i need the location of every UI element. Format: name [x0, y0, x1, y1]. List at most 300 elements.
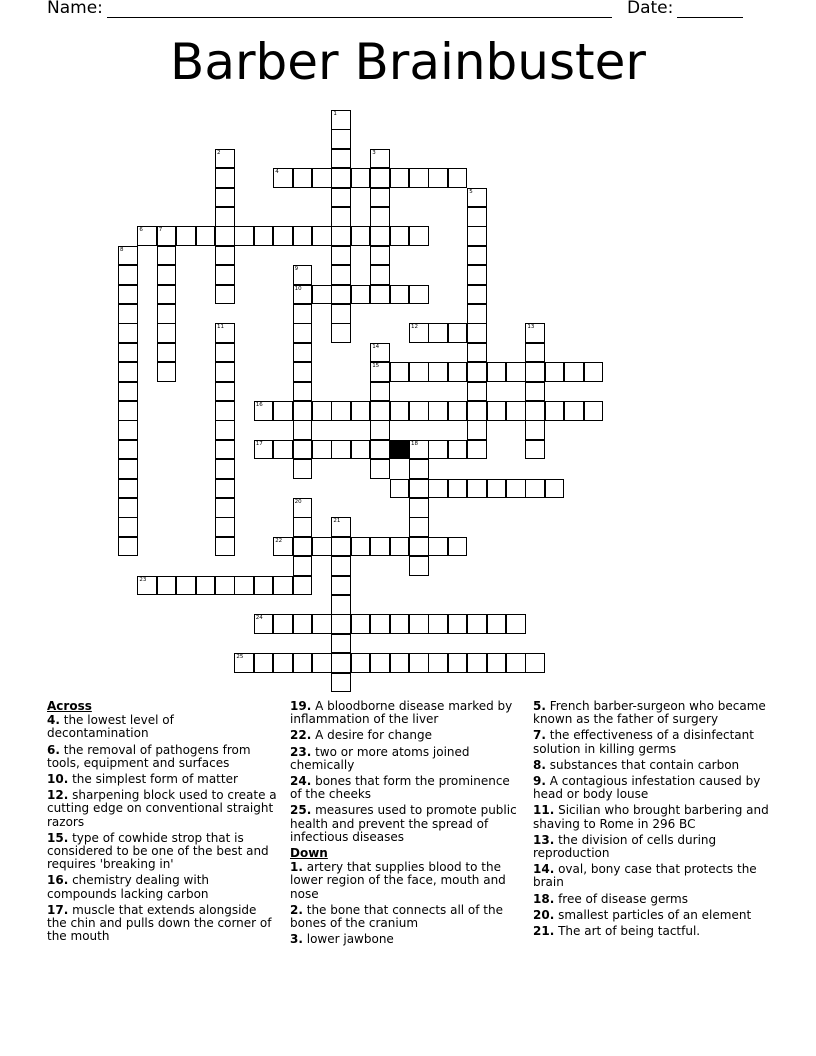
- grid-cell[interactable]: [273, 401, 293, 421]
- grid-cell[interactable]: [215, 265, 235, 285]
- clue-text: artery that supplies blood to the lower region of the face, mouth and nose: [290, 860, 506, 901]
- clue-text: chemistry dealing with compounds lacking carbon: [47, 873, 210, 901]
- grid-cell[interactable]: [331, 110, 351, 130]
- grid-cell[interactable]: [467, 207, 487, 227]
- grid-cell[interactable]: [215, 382, 235, 402]
- grid-cell[interactable]: [254, 614, 274, 634]
- clue-item: [533, 925, 773, 938]
- grid-cell[interactable]: [525, 382, 545, 402]
- grid-cell[interactable]: [351, 653, 371, 673]
- down-clue-list: [290, 861, 522, 946]
- clue-text: bones that form the prominence of the cheeks: [290, 774, 510, 802]
- grid-cell[interactable]: [370, 440, 390, 460]
- clue-item: [290, 746, 522, 772]
- clue-item: [533, 759, 773, 772]
- clue-text: A desire for change: [311, 728, 433, 743]
- grid-cell[interactable]: [293, 343, 313, 363]
- clue-item: [290, 933, 522, 946]
- grid-cell[interactable]: [525, 362, 545, 382]
- grid-cell[interactable]: [506, 614, 526, 634]
- grid-cell[interactable]: [137, 576, 157, 596]
- grid-cell[interactable]: [370, 401, 390, 421]
- grid-cell[interactable]: [409, 401, 429, 421]
- grid-cell[interactable]: [370, 420, 390, 440]
- clue-number: 13.: [533, 832, 555, 847]
- grid-cell[interactable]: [487, 614, 507, 634]
- grid-cell[interactable]: [312, 440, 332, 460]
- grid-cell[interactable]: [176, 226, 196, 246]
- grid-cell[interactable]: [215, 440, 235, 460]
- grid-cell[interactable]: [370, 382, 390, 402]
- grid-cell[interactable]: [351, 537, 371, 557]
- grid-cell[interactable]: [331, 129, 351, 149]
- grid-cell[interactable]: [157, 226, 177, 246]
- grid-cell[interactable]: [331, 285, 351, 305]
- clue-text: smallest particles of an element: [554, 907, 752, 922]
- grid-cell[interactable]: [390, 614, 410, 634]
- clue-item: [533, 863, 773, 889]
- grid-cell[interactable]: [331, 246, 351, 266]
- clue-number: 23.: [290, 744, 312, 759]
- grid-cell[interactable]: [525, 479, 545, 499]
- grid-cell[interactable]: [312, 653, 332, 673]
- clue-number: 2: [217, 149, 221, 156]
- across-heading: Across: [47, 699, 92, 713]
- grid-cell[interactable]: [370, 362, 390, 382]
- grid-cell[interactable]: [118, 537, 138, 557]
- grid-cell[interactable]: [331, 576, 351, 596]
- grid-cell[interactable]: [428, 323, 448, 343]
- grid-cell[interactable]: [390, 653, 410, 673]
- grid-cell[interactable]: [448, 479, 468, 499]
- clue-text: type of cowhide strop that is considered to be one of the best and requires 'breaking in': [47, 830, 269, 872]
- grid-cell[interactable]: [293, 304, 313, 324]
- clue-text: two or more atoms joined chemically: [290, 744, 470, 772]
- clue-number: 25.: [290, 803, 312, 818]
- grid-cell[interactable]: [370, 246, 390, 266]
- grid-cell[interactable]: [157, 362, 177, 382]
- clue-item: [533, 893, 773, 906]
- grid-cell[interactable]: [293, 440, 313, 460]
- grid-cell[interactable]: [467, 265, 487, 285]
- grid-cell[interactable]: [428, 401, 448, 421]
- grid-cell[interactable]: [409, 226, 429, 246]
- clue-number: 6.: [47, 742, 60, 757]
- grid-cell[interactable]: [390, 362, 410, 382]
- grid-cell[interactable]: [351, 226, 371, 246]
- grid-cell[interactable]: [525, 440, 545, 460]
- grid-cell[interactable]: [312, 614, 332, 634]
- grid-cell[interactable]: [215, 343, 235, 363]
- grid-cell[interactable]: [487, 653, 507, 673]
- grid-cell[interactable]: [215, 207, 235, 227]
- grid-cell[interactable]: [273, 440, 293, 460]
- grid-cell[interactable]: [409, 537, 429, 557]
- grid-cell[interactable]: [215, 362, 235, 382]
- grid-cell[interactable]: [448, 440, 468, 460]
- grid-cell[interactable]: [118, 323, 138, 343]
- grid-cell[interactable]: [254, 401, 274, 421]
- grid-cell[interactable]: [467, 614, 487, 634]
- grid-cell[interactable]: [467, 343, 487, 363]
- grid-cell[interactable]: [293, 420, 313, 440]
- grid-cell[interactable]: [467, 362, 487, 382]
- grid-cell[interactable]: [293, 362, 313, 382]
- grid-cell[interactable]: [196, 226, 216, 246]
- grid-cell[interactable]: [448, 323, 468, 343]
- grid-cell[interactable]: [428, 479, 448, 499]
- grid-cell[interactable]: [487, 362, 507, 382]
- clue-text: The art of being tactful.: [554, 924, 701, 939]
- grid-cell[interactable]: [525, 343, 545, 363]
- grid-cell[interactable]: [370, 343, 390, 363]
- grid-cell[interactable]: [428, 614, 448, 634]
- clue-number: 10.: [47, 772, 69, 787]
- grid-cell[interactable]: [118, 420, 138, 440]
- clue-number: 12: [411, 324, 418, 331]
- grid-cell[interactable]: [409, 362, 429, 382]
- grid-cell[interactable]: [390, 401, 410, 421]
- grid-cell[interactable]: [390, 168, 410, 188]
- grid-cell[interactable]: [331, 265, 351, 285]
- clue-number: 8.: [533, 757, 546, 772]
- grid-cell[interactable]: [157, 576, 177, 596]
- grid-cell[interactable]: [293, 226, 313, 246]
- grid-cell[interactable]: [293, 537, 313, 557]
- grid-cell[interactable]: [525, 401, 545, 421]
- grid-cell[interactable]: [215, 226, 235, 246]
- grid-cell[interactable]: [157, 304, 177, 324]
- grid-cell[interactable]: [331, 653, 351, 673]
- grid-cell[interactable]: [215, 576, 235, 596]
- clue-number: 8: [120, 246, 124, 253]
- grid-cell[interactable]: [428, 653, 448, 673]
- grid-cell[interactable]: [254, 226, 274, 246]
- clue-text: French barber-surgeon who became known as the father of surgery: [533, 699, 766, 727]
- grid-cell[interactable]: [273, 168, 293, 188]
- grid-cell[interactable]: [157, 323, 177, 343]
- grid-cell[interactable]: [273, 614, 293, 634]
- clue-number: 18.: [533, 891, 555, 906]
- grid-cell[interactable]: [390, 479, 410, 499]
- grid-cell[interactable]: [448, 401, 468, 421]
- grid-cell[interactable]: [118, 401, 138, 421]
- grid-cell[interactable]: [331, 595, 351, 615]
- grid-cell[interactable]: [467, 479, 487, 499]
- grid-cell[interactable]: [370, 285, 390, 305]
- grid-cell[interactable]: [487, 401, 507, 421]
- grid-cell[interactable]: [215, 188, 235, 208]
- grid-cell[interactable]: [467, 382, 487, 402]
- clue-item: [533, 804, 773, 830]
- grid-cell[interactable]: [293, 323, 313, 343]
- grid-cell[interactable]: [254, 653, 274, 673]
- clue-number: 13: [527, 324, 535, 331]
- grid-cell[interactable]: [370, 265, 390, 285]
- grid-cell[interactable]: [370, 168, 390, 188]
- grid-cell[interactable]: [293, 653, 313, 673]
- grid-cell[interactable]: [137, 226, 157, 246]
- grid-cell[interactable]: [370, 537, 390, 557]
- clue-text: lower jawbone: [302, 932, 394, 947]
- grid-cell[interactable]: [370, 207, 390, 227]
- grid-cell[interactable]: [118, 479, 138, 499]
- grid-cell[interactable]: [545, 362, 565, 382]
- clue-text: the simplest form of matter: [68, 772, 238, 787]
- grid-cell[interactable]: [390, 285, 410, 305]
- clues-column-3: [533, 700, 773, 941]
- clue-number: 3: [372, 149, 376, 156]
- grid-cell[interactable]: [234, 576, 254, 596]
- grid-cell[interactable]: [293, 576, 313, 596]
- grid-cell[interactable]: [118, 246, 138, 266]
- clues-column-2: [290, 700, 522, 949]
- grid-cell[interactable]: [273, 576, 293, 596]
- grid-cell[interactable]: [467, 188, 487, 208]
- grid-cell[interactable]: [196, 576, 216, 596]
- clue-number: 21.: [533, 924, 555, 939]
- clue-number: 1.: [290, 860, 303, 875]
- grid-cell[interactable]: [467, 226, 487, 246]
- grid-cell[interactable]: [506, 653, 526, 673]
- clue-item: [47, 904, 279, 944]
- grid-cell[interactable]: [564, 401, 584, 421]
- grid-cell[interactable]: [525, 323, 545, 343]
- grid-cell[interactable]: [215, 537, 235, 557]
- down-heading: Down: [290, 846, 328, 861]
- grid-cell[interactable]: [409, 285, 429, 305]
- grid-cell[interactable]: [564, 362, 584, 382]
- grid-cell[interactable]: [351, 168, 371, 188]
- grid-cell[interactable]: [506, 362, 526, 382]
- grid-cell[interactable]: [467, 440, 487, 460]
- date-label: Date:: [627, 0, 674, 18]
- grid-cell[interactable]: [351, 401, 371, 421]
- grid-cell[interactable]: [390, 537, 410, 557]
- grid-cell[interactable]: [118, 517, 138, 537]
- grid-cell[interactable]: [176, 576, 196, 596]
- across-clue-list-continued: [290, 700, 522, 844]
- grid-cell[interactable]: [409, 323, 429, 343]
- grid-cell[interactable]: [428, 440, 448, 460]
- grid-cell[interactable]: [273, 653, 293, 673]
- grid-cell[interactable]: [273, 537, 293, 557]
- clue-item: [47, 874, 279, 900]
- grid-cell[interactable]: [467, 285, 487, 305]
- clue-number: 22.: [290, 728, 312, 743]
- clue-number: 24: [255, 615, 263, 622]
- grid-cell[interactable]: [254, 440, 274, 460]
- grid-cell[interactable]: [293, 285, 313, 305]
- grid-cell[interactable]: [525, 653, 545, 673]
- clue-item: [533, 775, 773, 801]
- grid-cell[interactable]: [370, 188, 390, 208]
- grid-cell[interactable]: [409, 653, 429, 673]
- grid-cell[interactable]: [331, 149, 351, 169]
- grid-cell[interactable]: [467, 653, 487, 673]
- grid-cell[interactable]: [448, 362, 468, 382]
- grid-cell[interactable]: [331, 207, 351, 227]
- grid-cell[interactable]: [254, 576, 274, 596]
- grid-cell[interactable]: [545, 401, 565, 421]
- grid-cell[interactable]: [215, 401, 235, 421]
- grid-cell[interactable]: [331, 168, 351, 188]
- clue-item: [47, 744, 279, 770]
- grid-cell[interactable]: [584, 362, 604, 382]
- grid-cell[interactable]: [312, 537, 332, 557]
- grid-cell[interactable]: [409, 614, 429, 634]
- grid-cell[interactable]: [331, 226, 351, 246]
- grid-cell[interactable]: [506, 401, 526, 421]
- grid-cell[interactable]: [118, 440, 138, 460]
- clue-text: free of disease germs: [554, 891, 688, 906]
- grid-cell[interactable]: [370, 149, 390, 169]
- grid-cell[interactable]: [428, 537, 448, 557]
- grid-cell[interactable]: [409, 556, 429, 576]
- grid-cell[interactable]: [293, 265, 313, 285]
- grid-cell[interactable]: [215, 285, 235, 305]
- clue-text: muscle that extends alongside the chin and pulls down the corner of the mouth: [47, 902, 272, 944]
- grid-cell[interactable]: [118, 382, 138, 402]
- grid-cell[interactable]: [157, 285, 177, 305]
- grid-cell[interactable]: [118, 498, 138, 518]
- grid-cell[interactable]: [506, 479, 526, 499]
- grid-cell[interactable]: [331, 634, 351, 654]
- grid-cell[interactable]: [234, 226, 254, 246]
- grid-cell[interactable]: [331, 556, 351, 576]
- grid-cell[interactable]: [351, 614, 371, 634]
- grid-cell[interactable]: [448, 168, 468, 188]
- grid-cell[interactable]: [118, 265, 138, 285]
- grid-cell[interactable]: [409, 498, 429, 518]
- clue-number: 15.: [47, 830, 69, 845]
- grid-cell[interactable]: [293, 556, 313, 576]
- grid-cell[interactable]: [118, 304, 138, 324]
- grid-cell[interactable]: [448, 537, 468, 557]
- clue-number: 12.: [47, 788, 69, 803]
- clue-number: 2.: [290, 902, 303, 917]
- grid-cell[interactable]: [312, 168, 332, 188]
- grid-cell[interactable]: [215, 168, 235, 188]
- grid-cell[interactable]: [351, 440, 371, 460]
- grid-cell[interactable]: [293, 517, 313, 537]
- grid-cell[interactable]: [331, 614, 351, 634]
- clue-number: 24.: [290, 774, 312, 789]
- grid-cell[interactable]: [215, 420, 235, 440]
- grid-cell[interactable]: [293, 401, 313, 421]
- grid-cell[interactable]: [215, 479, 235, 499]
- clue-text: the lowest level of decontamination: [47, 713, 174, 741]
- grid-cell[interactable]: [331, 323, 351, 343]
- grid-cell[interactable]: [215, 149, 235, 169]
- grid-cell[interactable]: [331, 673, 351, 693]
- black-cell: [390, 440, 410, 460]
- clue-number: 21: [333, 518, 341, 525]
- grid-cell[interactable]: [331, 304, 351, 324]
- grid-cell[interactable]: [215, 517, 235, 537]
- grid-cell[interactable]: [409, 517, 429, 537]
- clue-text: A bloodborne disease marked by inflammation of the liver: [290, 699, 513, 727]
- grid-cell[interactable]: [157, 343, 177, 363]
- grid-cell[interactable]: [584, 401, 604, 421]
- clue-number: 25: [236, 654, 244, 661]
- grid-cell[interactable]: [215, 459, 235, 479]
- grid-cell[interactable]: [409, 168, 429, 188]
- grid-cell[interactable]: [370, 459, 390, 479]
- clue-item: [47, 832, 279, 872]
- grid-cell[interactable]: [409, 479, 429, 499]
- grid-cell[interactable]: [409, 459, 429, 479]
- grid-cell[interactable]: [331, 537, 351, 557]
- grid-cell[interactable]: [487, 479, 507, 499]
- grid-cell[interactable]: [234, 653, 254, 673]
- grid-cell[interactable]: [331, 517, 351, 537]
- grid-cell[interactable]: [467, 323, 487, 343]
- grid-cell[interactable]: [467, 420, 487, 440]
- clue-number: 4: [275, 169, 279, 176]
- grid-cell[interactable]: [390, 226, 410, 246]
- grid-cell[interactable]: [293, 614, 313, 634]
- grid-cell[interactable]: [448, 614, 468, 634]
- clue-text: Sicilian who brought barbering and shaving to Rome in 296 BC: [533, 803, 769, 831]
- grid-cell[interactable]: [428, 168, 448, 188]
- clue-number: 1: [333, 111, 337, 117]
- grid-cell[interactable]: [428, 362, 448, 382]
- clue-text: substances that contain carbon: [545, 757, 740, 772]
- grid-cell[interactable]: [467, 246, 487, 266]
- clue-text: A contagious infestation caused by head or body louse: [533, 774, 761, 802]
- grid-cell[interactable]: [157, 246, 177, 266]
- grid-cell[interactable]: [448, 653, 468, 673]
- grid-cell[interactable]: [157, 265, 177, 285]
- grid-cell[interactable]: [370, 226, 390, 246]
- grid-cell[interactable]: [467, 304, 487, 324]
- grid-cell[interactable]: [293, 382, 313, 402]
- grid-cell[interactable]: [118, 362, 138, 382]
- grid-cell[interactable]: [312, 226, 332, 246]
- grid-cell[interactable]: [118, 343, 138, 363]
- clues-column-1: [47, 700, 279, 946]
- grid-cell[interactable]: [545, 479, 565, 499]
- grid-cell[interactable]: [409, 440, 429, 460]
- grid-cell[interactable]: [525, 420, 545, 440]
- grid-cell[interactable]: [331, 401, 351, 421]
- clue-number: 5: [469, 188, 473, 195]
- grid-cell[interactable]: [293, 168, 313, 188]
- grid-cell[interactable]: [215, 246, 235, 266]
- grid-cell[interactable]: [293, 459, 313, 479]
- grid-cell[interactable]: [331, 440, 351, 460]
- grid-cell[interactable]: [312, 285, 332, 305]
- grid-cell[interactable]: [370, 614, 390, 634]
- grid-cell[interactable]: [215, 323, 235, 343]
- grid-cell[interactable]: [312, 401, 332, 421]
- grid-cell[interactable]: [351, 285, 371, 305]
- grid-cell[interactable]: [215, 498, 235, 518]
- down-clue-list-continued: [533, 700, 773, 938]
- grid-cell[interactable]: [118, 285, 138, 305]
- clue-number: 7.: [533, 728, 546, 743]
- grid-cell[interactable]: [118, 459, 138, 479]
- grid-cell[interactable]: [273, 226, 293, 246]
- clue-number: 7: [158, 227, 163, 234]
- clue-item: [290, 775, 522, 801]
- grid-cell[interactable]: [331, 188, 351, 208]
- grid-cell[interactable]: [293, 498, 313, 518]
- clue-item: [47, 714, 279, 740]
- grid-cell[interactable]: [370, 653, 390, 673]
- grid-cell[interactable]: [467, 401, 487, 421]
